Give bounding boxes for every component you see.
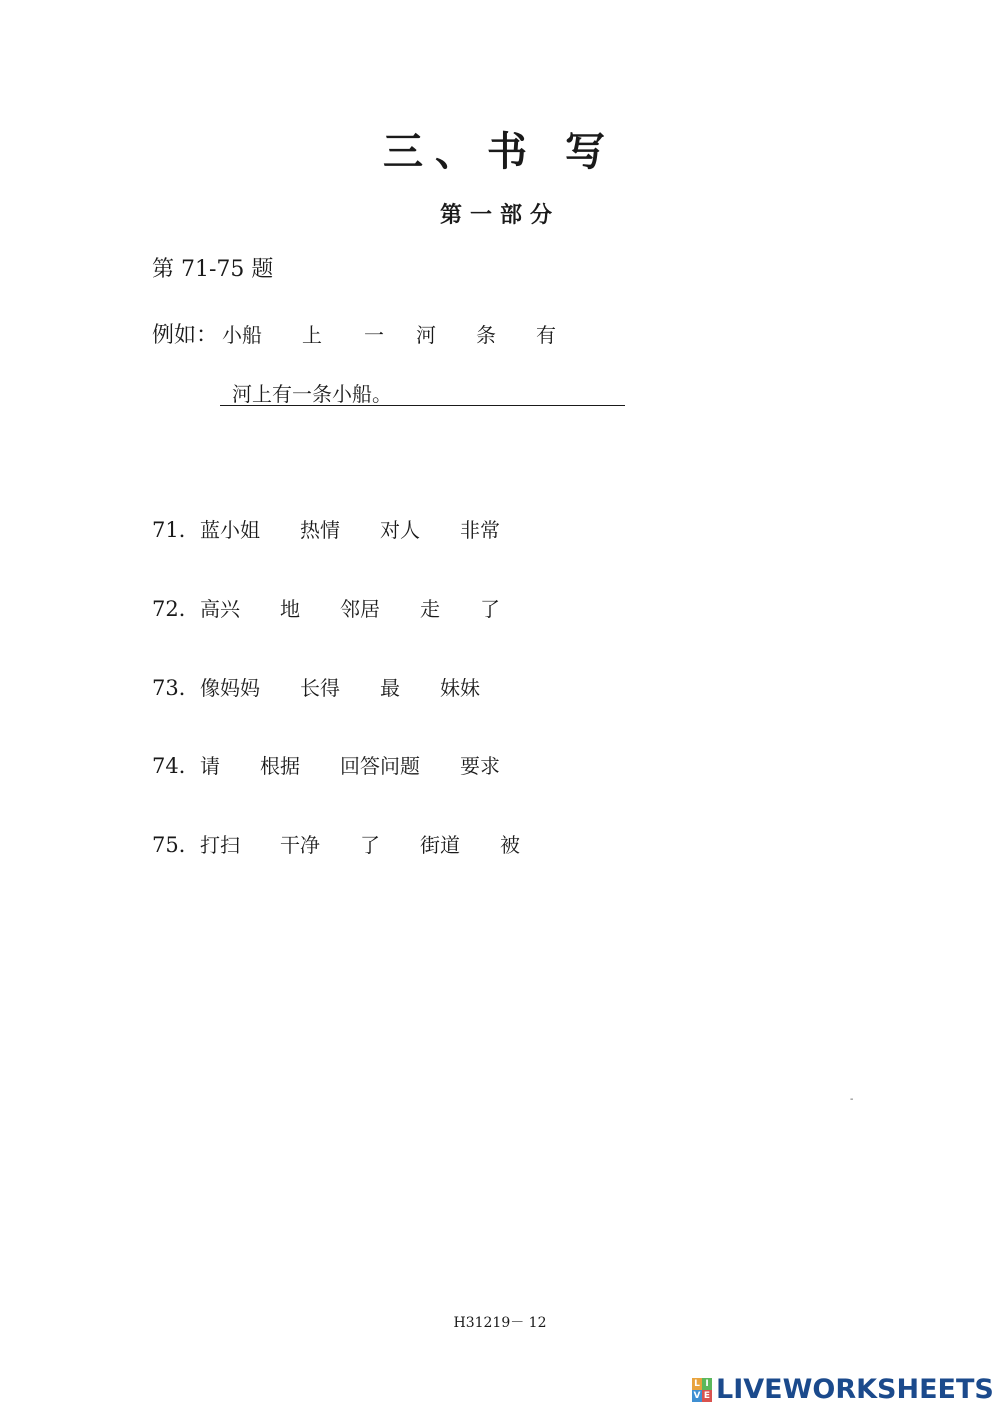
question-word: 邻居 [340,597,380,621]
example-word: 上 [302,323,323,347]
question-word: 街道 [420,833,460,857]
stray-mark: - [850,1094,854,1105]
liveworksheets-logo[interactable] [692,1374,994,1405]
question-word: 了 [360,833,380,857]
logo-letter: E [703,1390,711,1401]
question-word: 高兴 [200,597,240,621]
question-word: 妹妹 [440,676,480,700]
question-number: 75． [152,833,200,857]
example-label: 例如： [152,323,219,348]
liveworksheets-icon [692,1378,712,1402]
question-word: 蓝小姐 [200,518,260,542]
question-word: 打扫 [200,833,240,857]
example-word: 条 [476,323,497,347]
example-word: 河 [416,323,437,347]
question-74 [152,750,500,780]
question-word: 像妈妈 [200,676,260,700]
part-title: 第一部分 [439,202,560,228]
logo-letter: I [702,1378,712,1390]
page-footer: H31219－ 12 [453,1315,547,1331]
question-word: 要求 [460,754,500,778]
example-word: 小船 [222,323,263,347]
question-word: 根据 [260,754,300,778]
question-word: 回答问题 [340,754,420,778]
section-title: 三、书 写 [383,128,617,175]
logo-letter: V [693,1390,701,1401]
logo-letter: L [692,1378,702,1390]
question-range: 第 71-75 题 [152,257,274,282]
question-word: 被 [500,833,520,857]
question-73 [152,672,480,702]
question-word: 对人 [380,518,420,542]
question-word: 干净 [280,833,320,857]
question-number: 71． [152,518,200,542]
question-word: 长得 [300,676,340,700]
example-word: 有 [536,323,557,347]
question-word: 请 [200,754,220,778]
example-answer-line: 河上有一条小船。 [220,382,625,406]
question-word: 最 [380,676,400,700]
question-71 [152,514,500,544]
question-word: 地 [280,597,300,621]
example-word: 一 [364,323,385,347]
question-word: 走 [420,597,440,621]
question-number: 72． [152,597,200,621]
question-number: 74． [152,754,200,778]
liveworksheets-wordmark: LIVEWORKSHEETS [716,1374,994,1405]
question-word: 非常 [460,518,500,542]
question-75 [152,829,520,859]
question-72 [152,593,500,623]
question-word: 了 [480,597,500,621]
example-row [152,318,556,349]
question-number: 73． [152,676,200,700]
question-word: 热情 [300,518,340,542]
